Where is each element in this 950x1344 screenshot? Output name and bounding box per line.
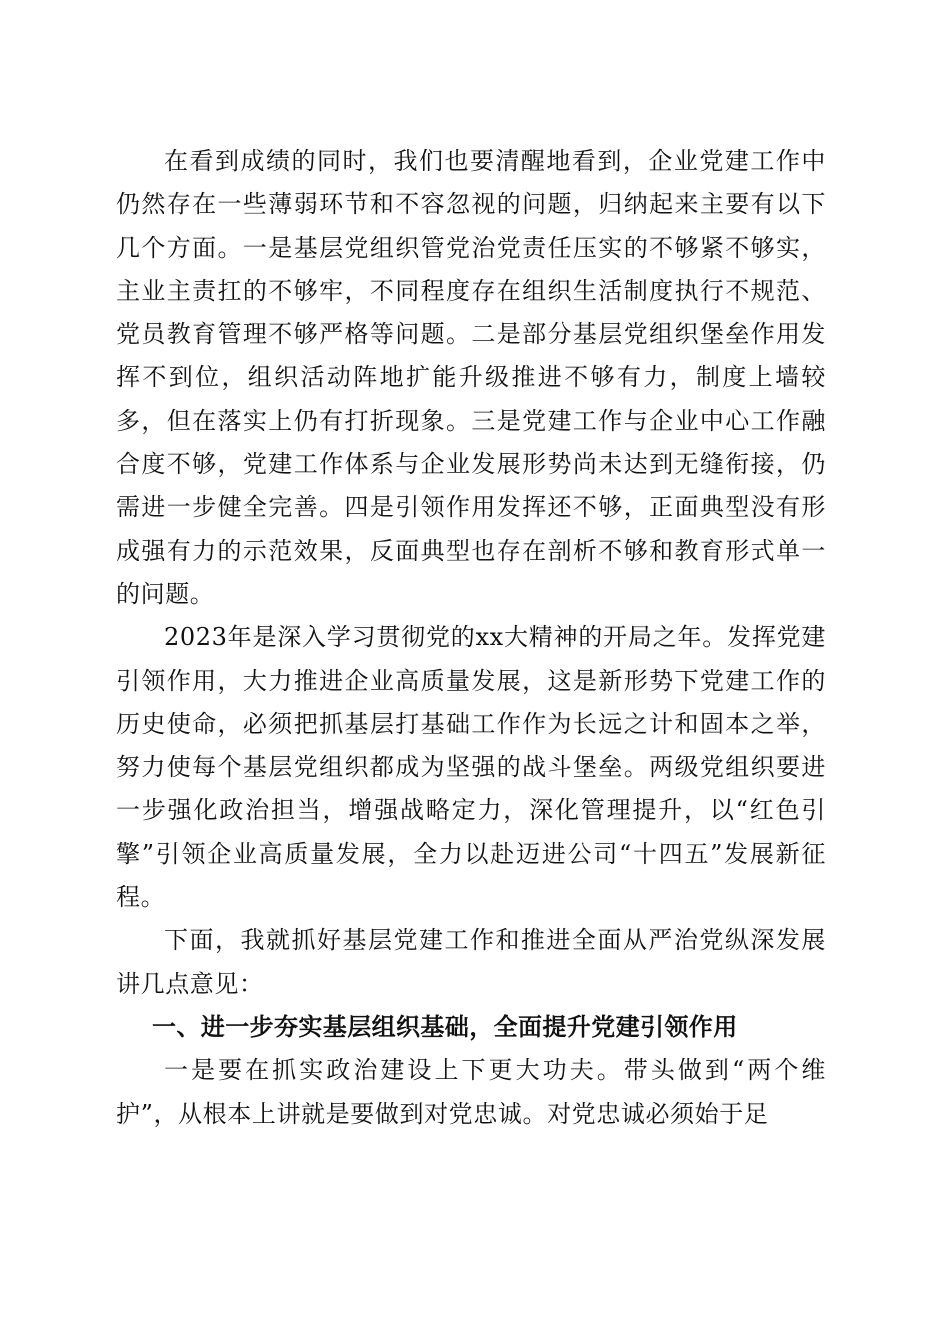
section-heading-1: 一、进一步夯实基层组织基础，全面提升党建引领作用	[152, 1012, 738, 1041]
document-page	[116, 140, 826, 1136]
paragraph-political-building: 一是要在抓实政治建设上下更大功夫。带头做到“两个维护”，从根本上讲就是要做到对党忠诚。对党忠诚必须始于足	[116, 1056, 826, 1128]
paragraph-2023-goals: 2023年是深入学习贯彻党的xx大精神的开局之年。发挥党建引领作用，大力推进企业高质量发展，这是新形势下党建工作的历史使命，必须把抓基层打基础工作作为长远之计和固本之举，努力使每个基层党组织都成为坚强的战斗堡垒。两级党组织要进一步强化政治担当，增强战略定力，深化管理提升，以“红色引擎”引领企业高质量发展，全力以赴迈进公司“十四五”发展新征程。	[116, 623, 826, 912]
paragraph-problems: 在看到成绩的同时，我们也要清醒地看到，企业党建工作中仍然存在一些薄弱环节和不容忽视的问题，归纳起来主要有以下几个方面。一是基层党组织管党治党责任压实的不够紧不够实，主业主责扛的不够牢，不同程度存在组织生活制度执行不规范、党员教育管理不够严格等问题。二是部分基层党组织堡垒作用发挥不到位，组织活动阵地扩能升级推进不够有力，制度上墙较多，但在落实上仍有打折现象。三是党建工作与企业中心工作融合度不够，党建工作体系与企业发展形势尚未达到无缝衔接，仍需进一步健全完善。四是引领作用发挥还不够，正面典型没有形成强有力的示范效果，反面典型也存在剖析不够和教育形式单一的问题。	[116, 147, 826, 608]
paragraph-intro-opinions: 下面，我就抓好基层党建工作和推进全面从严治党纵深发展讲几点意见：	[116, 926, 826, 998]
